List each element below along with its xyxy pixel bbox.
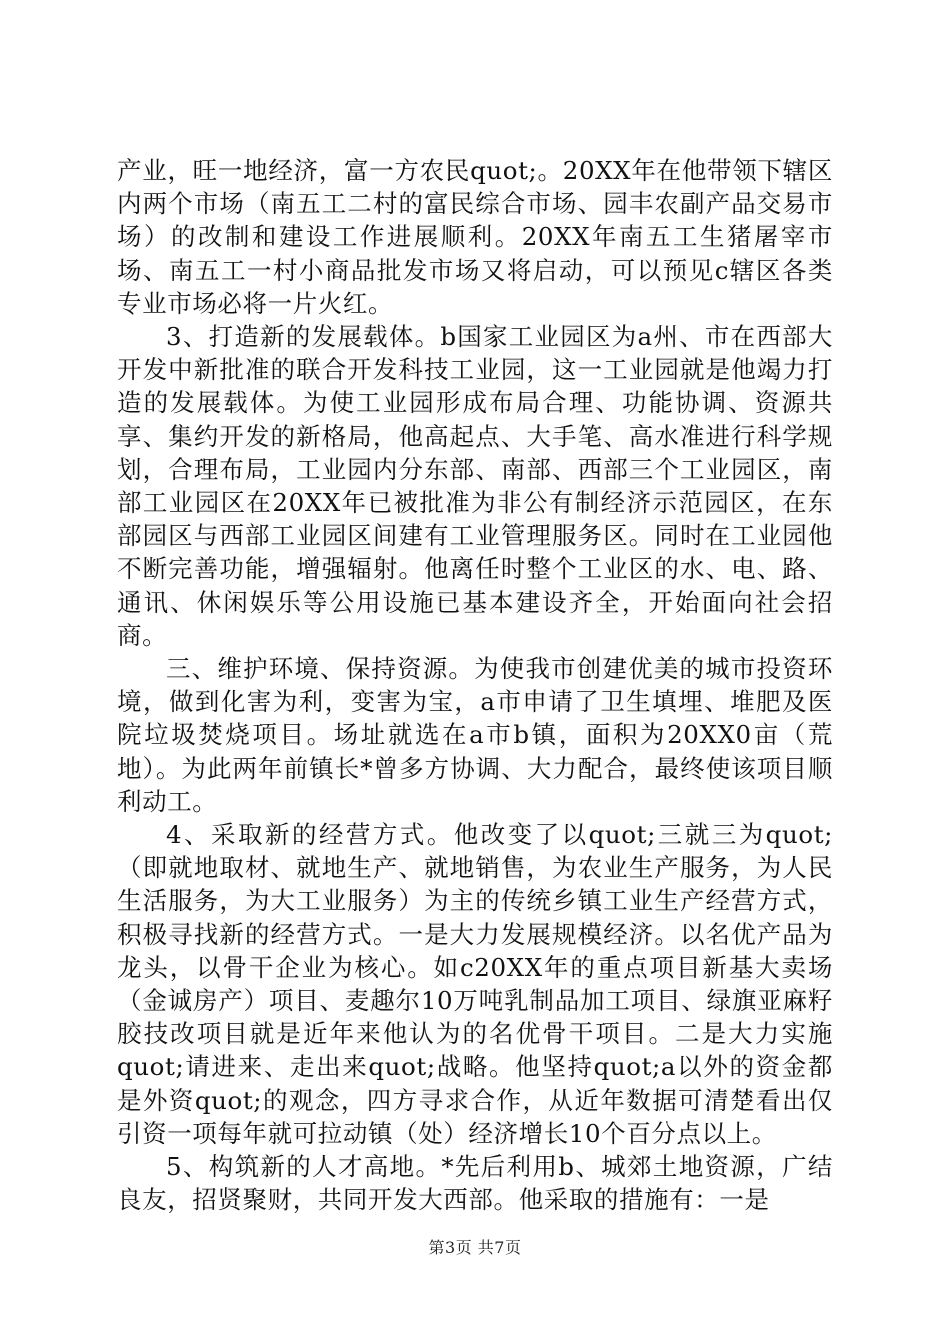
paragraph-1: 产业，旺一地经济，富一方农民quot;。20XX年在他带领下辖区内两个市场（南五工二村的富民综合市场、园丰农副产品交易市场）的改制和建设工作进展顺利。20XX年南五工生猪屠宰市场、南五工一村小商品批发市场又将启动，可以预见c辖区各类专业市场必将一片火红。 — [117, 156, 833, 318]
paragraph-5: 5、构筑新的人才高地。*先后利用b、城郊土地资源，广结良友，招贤聚财，共同开发大西部。他采取的措施有：一是 — [117, 1152, 833, 1215]
paragraph-4: 4、采取新的经营方式。他改变了以quot;三就三为quot;（即就地取材、就地生产、就地销售，为农业生产服务，为人民生活服务，为大工业服务）为主的传统乡镇工业生产经营方式，积极寻找新的经营方式。一是大力发展规模经济。以名优产品为龙头，以骨干企业为核心。如c20XX年的重点项目新基大卖场（金诚房产）项目、麦趣尔10万吨乳制品加工项目、绿旗亚麻籽胶技改项目就是近年来他认为的名优骨干项目。二是大力实施quot;请进来、走出来quot;战略。他坚持quot;a以外的资金都是外资quot;的观念，四方寻求合作，从近年数据可清楚看出仅引资一项每年就可拉动镇（处）经济增长10个百分点以上。 — [117, 820, 833, 1148]
paragraph-2: 3、打造新的发展载体。b国家工业园区为a州、市在西部大开发中新批准的联合开发科技工业园，这一工业园就是他竭力打造的发展载体。为使工业园形成布局合理、功能协调、资源共享、集约开发的新格局，他高起点、大手笔、高水准进行科学规划，合理布局，工业园内分东部、南部、西部三个工业园区，南部工业园区在20XX年已被批准为非公有制经济示范园区，在东部园区与西部工业园区间建有工业管理服务区。同时在工业园他不断完善功能，增强辐射。他离任时整个工业区的水、电、路、通讯、休闲娱乐等公用设施已基本建设齐全，开始面向社会招商。 — [117, 322, 833, 650]
page-number-footer: 第3页 共7页 — [428, 1238, 522, 1257]
document-body — [117, 154, 833, 1217]
paragraph-3: 三、维护环境、保持资源。为使我市创建优美的城市投资环境，做到化害为利，变害为宝，a市申请了卫生填埋、堆肥及医院垃圾焚烧项目。场址就选在a市b镇，面积为20XX0亩（荒地）。为此两年前镇长*曾多方协调、大力配合，最终使该项目顺利动工。 — [117, 654, 833, 816]
